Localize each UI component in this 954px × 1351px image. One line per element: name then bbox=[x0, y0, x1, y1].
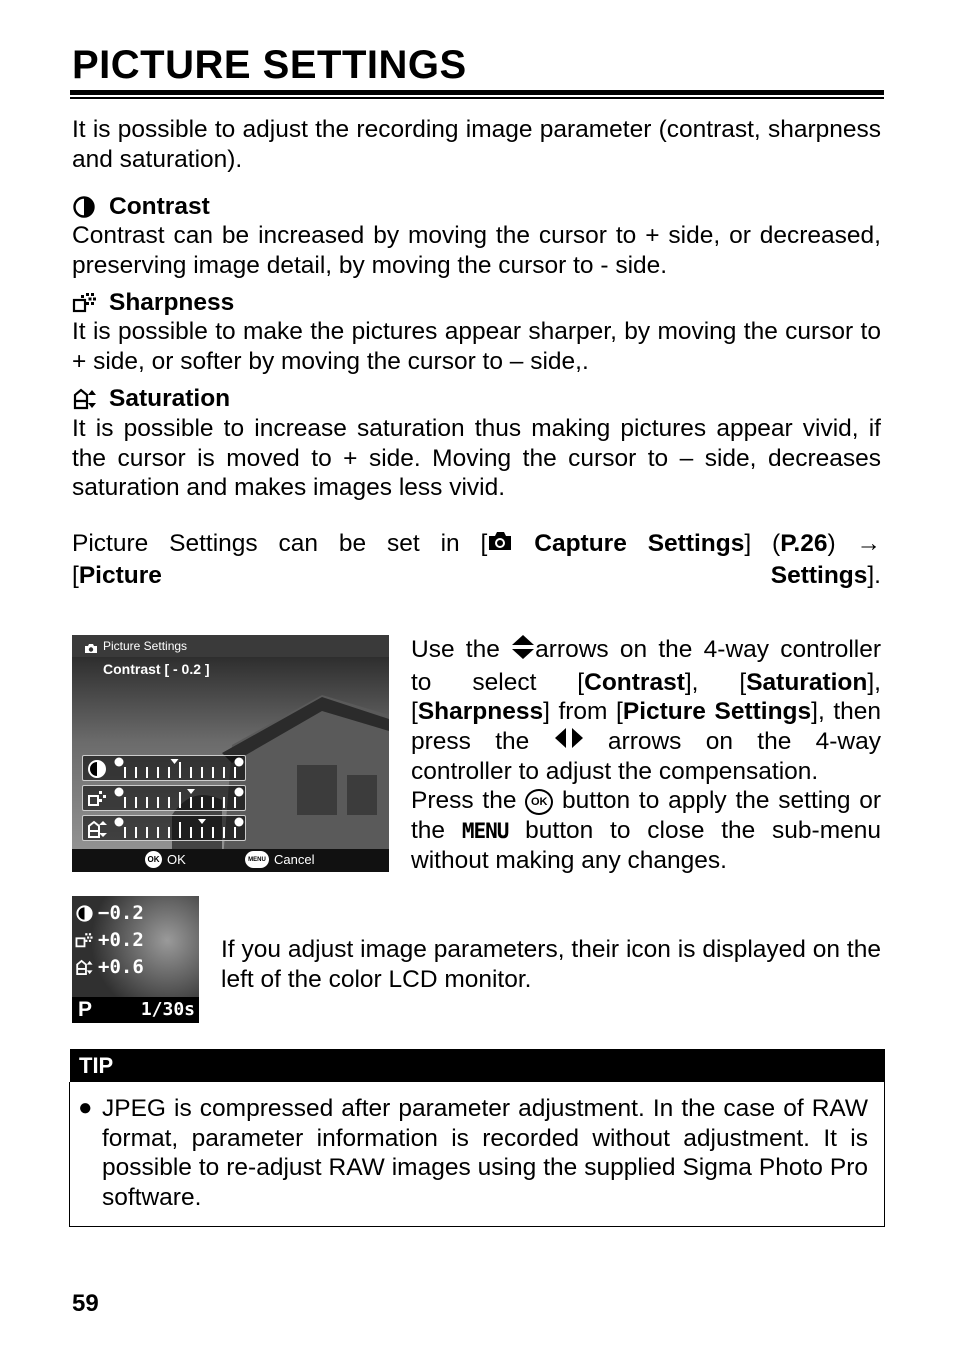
sharpness-icon bbox=[72, 291, 100, 315]
slider-tick bbox=[135, 797, 137, 808]
tip-label: TIP bbox=[70, 1049, 885, 1082]
ok-button-icon-inline: OK bbox=[525, 789, 553, 815]
slider-tick bbox=[135, 827, 137, 838]
slider-row-contrast[interactable] bbox=[82, 755, 246, 781]
slider-scale-saturation bbox=[83, 816, 247, 842]
slider-tick bbox=[124, 797, 126, 808]
lcd-picture-settings-screen bbox=[72, 635, 389, 872]
sharpness-value: +0.2 bbox=[98, 929, 144, 951]
tip-bullet-text: JPEG is compressed after parameter adjustment. In the case of RAW format, parameter information is recorded without adjustment. It is possible to re-adjust RAW images using the supplied Sigma Photo Pro software. bbox=[102, 1095, 868, 1211]
slider-tick bbox=[223, 827, 225, 838]
slider-scale-contrast bbox=[83, 756, 247, 782]
slider-tick bbox=[157, 767, 159, 778]
menu-button-icon: MENU bbox=[245, 851, 269, 868]
menu-path-line: Picture Settings can be set in [ Capture Settings] (P.26) → [Picture Settings]. bbox=[72, 530, 882, 590]
lcd-value-line: Contrast [ - 0.2 ] bbox=[103, 661, 210, 677]
saturation-icon-lcd bbox=[89, 821, 107, 837]
contrast-heading: Contrast bbox=[72, 192, 210, 221]
plus-icon bbox=[235, 758, 244, 767]
slider-tick bbox=[234, 827, 236, 838]
lcd-slider-rows bbox=[82, 755, 248, 845]
slider-tick bbox=[146, 797, 148, 808]
slider-tick bbox=[124, 827, 126, 838]
saturation-text: It is possible to increase saturation thus making pictures appear vivid, if the cursor is moved to + side. Moving the cursor to – side, decreases saturation and makes images less vivid. bbox=[72, 415, 881, 501]
slider-tick bbox=[201, 767, 203, 778]
slider-tick bbox=[234, 767, 236, 778]
camera-icon bbox=[487, 529, 513, 560]
slider-tick bbox=[168, 797, 170, 808]
lcd-cancel-hint: MENU Cancel bbox=[245, 851, 314, 868]
page-title: PICTURE SETTINGS bbox=[72, 43, 467, 87]
minus-icon bbox=[115, 788, 124, 797]
plus-icon bbox=[235, 818, 244, 827]
slider-tick bbox=[157, 797, 159, 808]
lcd-header: Picture Settings bbox=[72, 635, 389, 657]
saturation-icon bbox=[72, 387, 100, 411]
intro-paragraph: It is possible to adjust the recording image parameter (contrast, sharpness and saturation). bbox=[72, 116, 881, 173]
slider-cursor bbox=[187, 789, 195, 794]
saturation-value: +0.6 bbox=[98, 956, 144, 978]
slider-tick bbox=[212, 827, 214, 838]
slider-tick bbox=[190, 797, 192, 808]
minus-icon bbox=[115, 758, 124, 767]
saturation-icon-small bbox=[75, 958, 94, 977]
lcd-status-thumbnail bbox=[72, 896, 199, 1023]
slider-tick bbox=[223, 797, 225, 808]
contrast-text: Contrast can be increased by moving the cursor to + side, or decreased, preserving image detail, by moving the cursor to - side. bbox=[72, 222, 881, 279]
slider-tick bbox=[212, 797, 214, 808]
contrast-icon bbox=[72, 195, 100, 219]
exposure-mode: P bbox=[78, 998, 93, 1021]
contrast-value: −0.2 bbox=[98, 902, 144, 924]
slider-tick bbox=[179, 762, 181, 778]
page-number: 59 bbox=[72, 1290, 99, 1317]
up-down-arrows-icon bbox=[511, 634, 535, 668]
left-right-arrows-icon bbox=[554, 727, 584, 757]
slider-tick bbox=[190, 827, 192, 838]
slider-row-saturation[interactable] bbox=[82, 815, 246, 841]
lcd-camera-icon bbox=[84, 641, 98, 659]
sharpness-heading: Sharpness bbox=[72, 288, 234, 317]
sharpness-icon-lcd bbox=[89, 791, 106, 805]
slider-tick bbox=[135, 767, 137, 778]
icon-note-text: If you adjust image parameters, their icon is displayed on the left of the color LCD monitor. bbox=[221, 936, 881, 993]
slider-tick bbox=[168, 827, 170, 838]
sharpness-icon-small bbox=[75, 931, 94, 950]
slider-row-sharpness[interactable] bbox=[82, 785, 246, 811]
saturation-heading: Saturation bbox=[72, 384, 230, 413]
slider-tick bbox=[190, 767, 192, 778]
title-rule-thin bbox=[70, 97, 884, 99]
slider-tick bbox=[146, 827, 148, 838]
slider-tick bbox=[146, 767, 148, 778]
minus-icon bbox=[115, 818, 124, 827]
contrast-icon-lcd bbox=[89, 761, 105, 777]
ok-button-icon: OK bbox=[145, 851, 162, 868]
slider-tick bbox=[223, 767, 225, 778]
shutter-speed: 1/30s bbox=[140, 999, 195, 1020]
menu-button-label: MENU bbox=[461, 818, 509, 843]
lcd-ok-hint: OK OK bbox=[145, 851, 186, 868]
plus-icon bbox=[235, 788, 244, 797]
contrast-icon-small bbox=[75, 904, 94, 923]
slider-tick bbox=[201, 827, 203, 838]
tip-bullet-icon: ● bbox=[78, 1094, 93, 1121]
slider-tick bbox=[124, 767, 126, 778]
slider-tick bbox=[212, 767, 214, 778]
instructions-text: Use the arrows on the 4-way controller to select [Contrast], [Saturation], [Sharpness] from [Picture Settings], then press the arrows on the 4-way controller to adjust the compensation. Press the OK button to apply the setting or the MENU button to close the sub-menu without making any changes. bbox=[411, 634, 881, 876]
arrow-right-icon: → bbox=[856, 530, 882, 557]
title-rule-thick bbox=[70, 90, 884, 95]
slider-cursor bbox=[171, 759, 179, 764]
slider-tick bbox=[201, 797, 203, 808]
slider-tick bbox=[179, 822, 181, 838]
slider-scale-sharpness bbox=[83, 786, 247, 812]
sharpness-text: It is possible to make the pictures appear sharper, by moving the cursor to + side, or softer by moving the cursor to – side,. bbox=[72, 318, 881, 375]
slider-tick bbox=[168, 767, 170, 778]
slider-tick bbox=[157, 827, 159, 838]
slider-cursor bbox=[198, 819, 206, 824]
slider-tick bbox=[179, 792, 181, 808]
slider-tick bbox=[234, 797, 236, 808]
